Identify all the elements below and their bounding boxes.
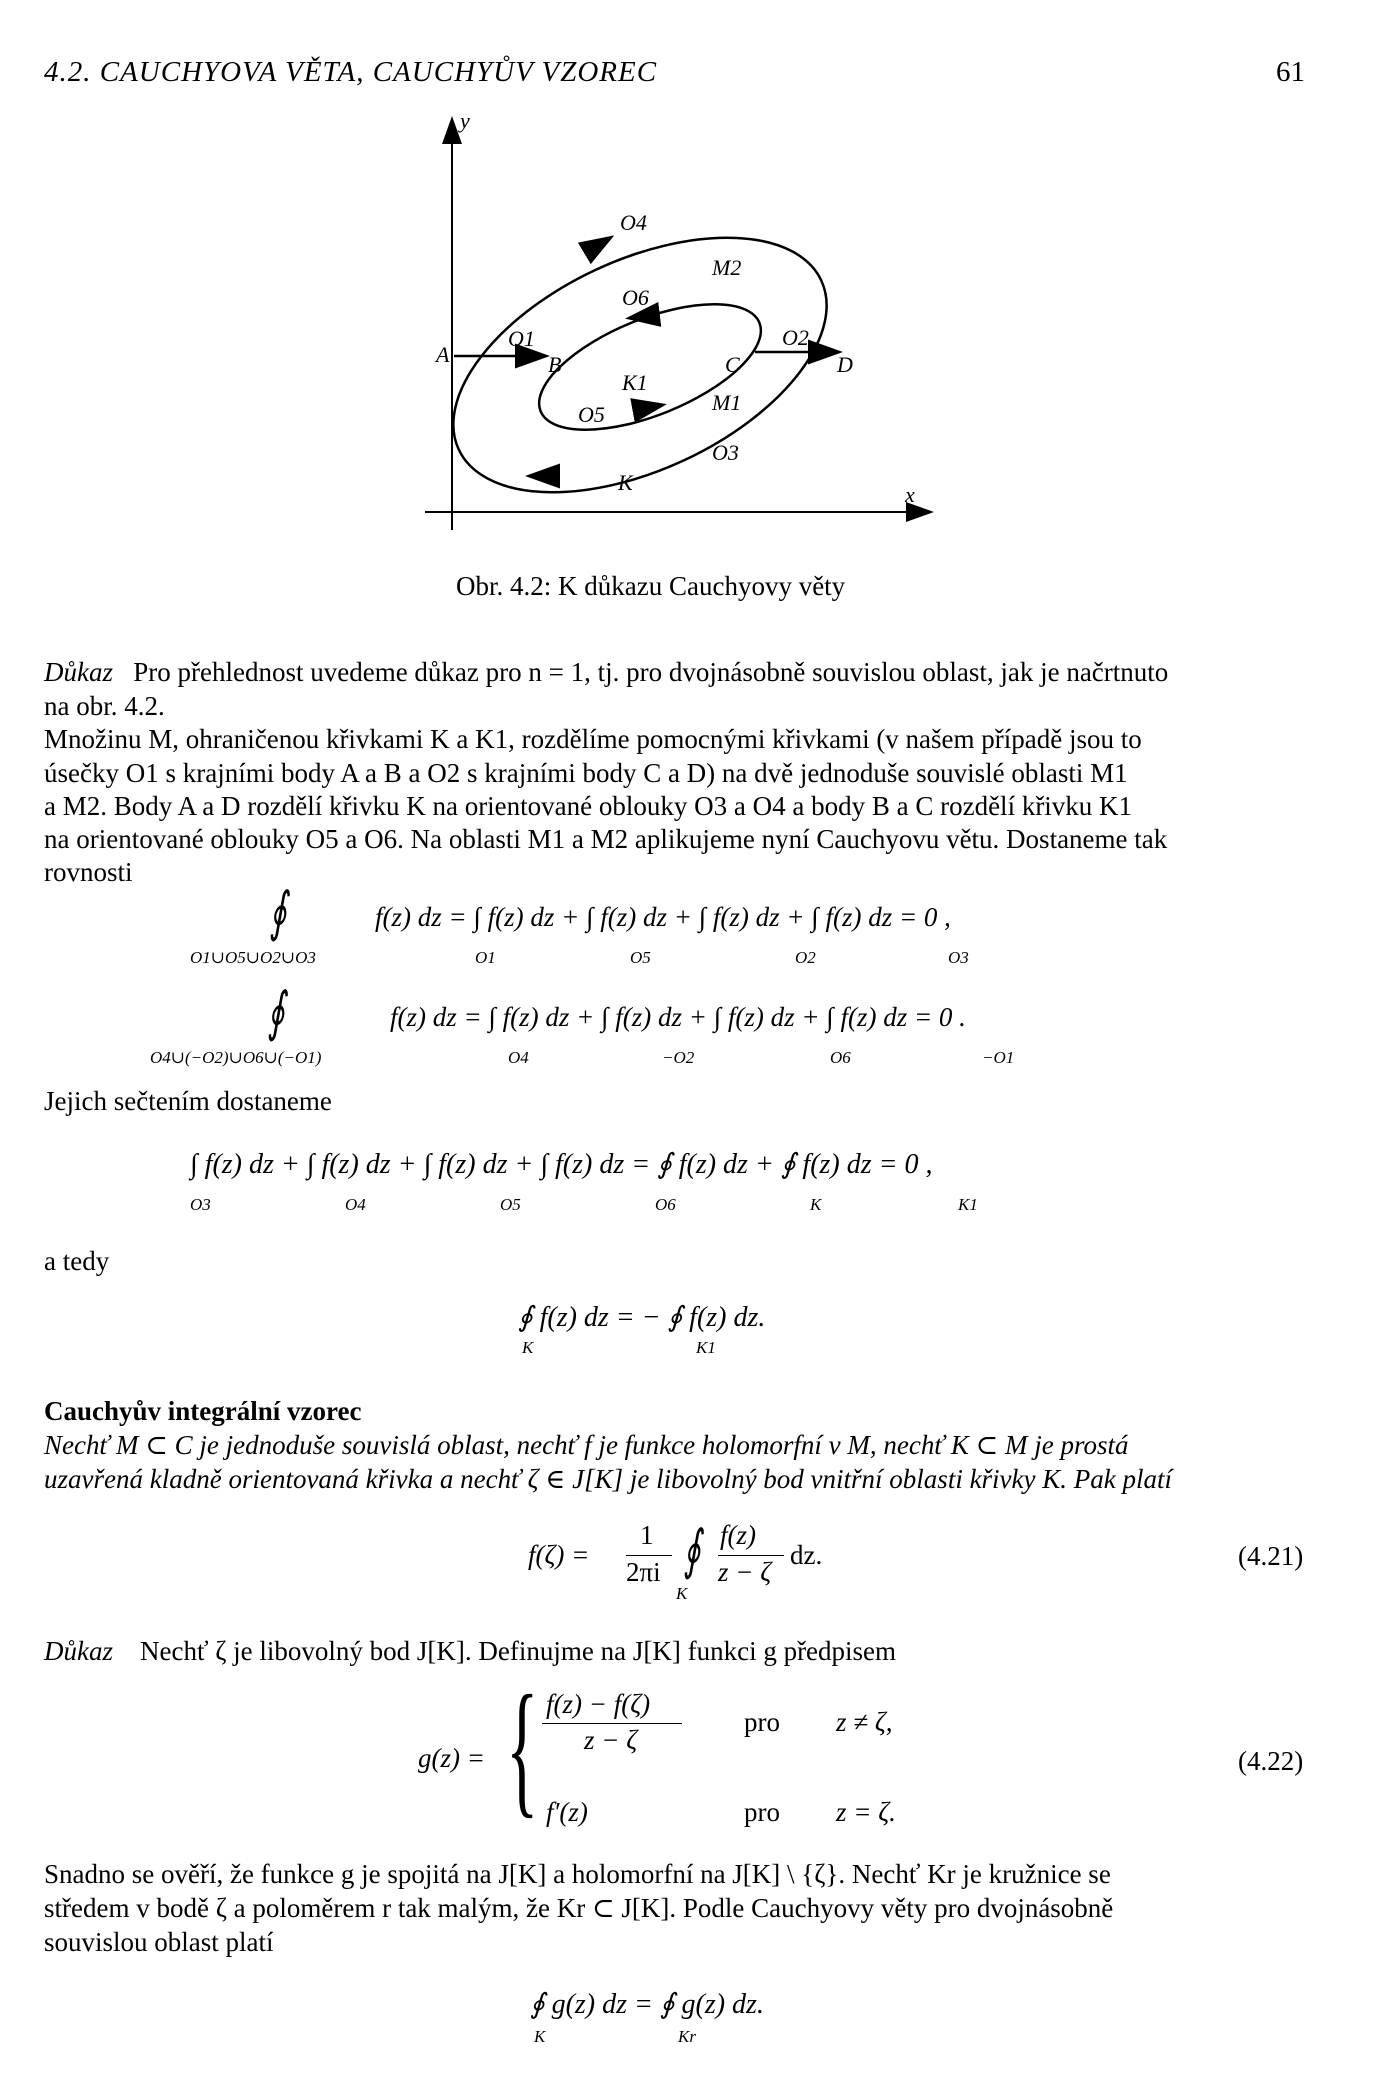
label-O6: O6 [622, 285, 649, 310]
f21-lhs: f(ζ) = [528, 1540, 590, 1570]
proof2-p-l1: Snadno se ověří, že funkce g je spojitá na J[K] a holomorfní na J[K] \ {ζ}. Nechť Kr je kružnice se [44, 1859, 1111, 1889]
header-title: 4.2. CAUCHYOVA VĚTA, CAUCHYŮV VZOREC [44, 56, 658, 88]
proof1-p2-l5: rovnosti [44, 857, 133, 887]
arrow-O4 [590, 238, 610, 250]
eq3-limit-2: O5 [500, 1195, 521, 1214]
f21-frac-bar [626, 1555, 672, 1556]
contour-integral-sign: ∮ [267, 982, 285, 1042]
f21-frac-den: 2πi [626, 1557, 661, 1587]
proof1-p2-l4: na orientované oblouky O5 a O6. Na oblasti M1 a M2 aplikujeme nyní Cauchyovu větu. Dostaneme tak [44, 824, 1168, 854]
eq1-limit-4: O3 [948, 948, 969, 967]
eq1-limit-0: O1∪O5∪O2∪O3 [190, 948, 316, 967]
final-eq-body: ∮ g(z) dz = ∮ g(z) dz. [530, 1989, 764, 2020]
theorem-line2: uzavřená kladně orientovaná křivka a nechť ζ ∈ J[K] je libovolný bod vnitřní oblasti křivky K. Pak platí [44, 1464, 1173, 1494]
final-eq-limit-1: Kr [678, 2027, 696, 2046]
eq3-body: ∫ f(z) dz + ∫ f(z) dz + ∫ f(z) dz + ∫ f(z) dz = ∮ f(z) dz + ∮ f(z) dz = 0 , [190, 1149, 933, 1180]
eq2-limit-2: −O2 [662, 1048, 695, 1067]
label-x: x [905, 482, 915, 507]
equation-number-4-21: (4.21) [1238, 1541, 1304, 1571]
equation-2 [150, 980, 1250, 1070]
eq1-limit-2: O5 [630, 948, 651, 967]
label-M2: M2 [712, 255, 742, 280]
f21-frac-num: 1 [640, 1520, 654, 1550]
contour-integral-sign: ∮ [683, 1520, 701, 1580]
final-eq-limit-0: K [534, 2027, 546, 2046]
label-C: C [725, 352, 740, 377]
eq2-limit-4: −O1 [982, 1048, 1015, 1067]
label-B: B [548, 352, 562, 377]
f21-tail: dz. [790, 1540, 823, 1570]
case1-word: pro [744, 1707, 780, 1737]
figure-4-2 [400, 100, 960, 540]
arrow-O6 [630, 315, 655, 318]
theorem-line1: Nechť M ⊂ C je jednoduše souvislá oblast, nechť f je funkce holomorfní v M, nechť K ⊂ M je prostá [44, 1430, 1129, 1460]
case1-den: z − ζ [584, 1725, 638, 1755]
proof1-text2: na obr. 4.2. [44, 691, 165, 721]
f21-int-bar [718, 1555, 784, 1556]
label-K1: K1 [622, 370, 648, 395]
eq3-limit-5: K1 [958, 1195, 978, 1214]
eq1-limit-3: O2 [795, 948, 816, 967]
label-O5: O5 [578, 402, 605, 427]
proof-label: Důkaz [44, 657, 113, 687]
left-brace: { [506, 1665, 539, 1831]
equation-3 [190, 1125, 1240, 1215]
label-K: K [618, 470, 633, 495]
proof1-line1 [44, 656, 1336, 689]
proof2-line1 [44, 1635, 896, 1668]
eq2-limit-3: O6 [830, 1048, 851, 1067]
formula-4-22 [418, 1665, 958, 1835]
eq4-limit-1: K1 [696, 1338, 716, 1357]
equation-number-4-22: (4.22) [1238, 1746, 1304, 1776]
label-O1: O1 [508, 326, 535, 351]
page-number: 61 [1276, 56, 1305, 88]
equation-4 [518, 1280, 918, 1360]
arrow-O5 [635, 405, 662, 410]
f21-int-num: f(z) [720, 1520, 756, 1550]
proof1-p2-l3: a M2. Body A a D rozdělí křivku K na orientované oblouky O3 a O4 a body B a C rozdělí křivku K1 [44, 791, 1133, 821]
and-so: a tedy [44, 1246, 110, 1276]
case2-cond: z = ζ. [836, 1797, 896, 1827]
sum-intro: Jejich sečtením dostaneme [44, 1086, 332, 1116]
eq3-limit-0: O3 [190, 1195, 211, 1214]
label-D: D [837, 352, 853, 377]
case1-bar [542, 1723, 682, 1724]
eq2-limit-1: O4 [508, 1048, 529, 1067]
f21-int-den: z − ζ [718, 1557, 772, 1587]
figure-caption: Obr. 4.2: K důkazu Cauchyovy věty [456, 571, 846, 601]
g-lhs: g(z) = [418, 1743, 485, 1773]
outer-curve-K [414, 185, 865, 540]
case1-cond: z ≠ ζ, [836, 1707, 893, 1737]
label-y: y [460, 108, 470, 133]
label-O3: O3 [712, 440, 739, 465]
eq1-limit-1: O1 [475, 948, 496, 967]
proof-label: Důkaz [44, 1636, 113, 1666]
eq4-body: ∮ f(z) dz = − ∮ f(z) dz. [518, 1302, 766, 1333]
case2-expr: f′(z) [546, 1797, 588, 1827]
proof1-p2-l2: úsečky O1 s krajními body A a B a O2 s krajními body C a D) na dvě jednoduše souvislé oblasti M1 [44, 758, 1128, 788]
proof1-p2-l1: Množinu M, ohraničenou křivkami K a K1, rozdělíme pomocnými křivkami (v našem případě jsou to [44, 724, 1142, 754]
eq1-body: f(z) dz = ∫ f(z) dz + ∫ f(z) dz + ∫ f(z) dz + ∫ f(z) dz = 0 , [375, 902, 951, 932]
eq2-body: f(z) dz = ∫ f(z) dz + ∫ f(z) dz + ∫ f(z) dz + ∫ f(z) dz = 0 . [390, 1002, 966, 1032]
eq3-limit-4: K [810, 1195, 822, 1214]
case1-num: f(z) − f(ζ) [546, 1689, 651, 1719]
final-equation [530, 1965, 930, 2055]
contour-integral-sign: ∮ [269, 882, 287, 942]
formula-4-21 [528, 1510, 828, 1603]
proof1-text1: Pro přehlednost uvedeme důkaz pro n = 1, tj. pro dvojnásobně souvislou oblast, jak je načrtnuto [133, 657, 1169, 687]
f21-limit: K [676, 1584, 688, 1603]
label-O4: O4 [620, 210, 647, 235]
running-header [44, 56, 657, 89]
proof2-p-l3: souvislou oblast platí [44, 1927, 274, 1957]
theorem-title: Cauchyův integrální vzorec [44, 1396, 362, 1426]
case2-word: pro [744, 1797, 780, 1827]
label-O2: O2 [782, 325, 809, 350]
eq3-limit-1: O4 [345, 1195, 366, 1214]
label-M1: M1 [712, 390, 742, 415]
label-A: A [436, 342, 450, 367]
eq2-limit-0: O4∪(−O2)∪O6∪(−O1) [150, 1048, 322, 1067]
equation-1 [190, 880, 1240, 970]
eq4-limit-0: K [522, 1338, 534, 1357]
proof2-p-l2: středem v bodě ζ a poloměrem r tak malým, že Kr ⊂ J[K]. Podle Cauchyovy věty pro dvojnásobně [44, 1893, 1114, 1923]
proof2-text: Nechť ζ je libovolný bod J[K]. Definujme na J[K] funkci g předpisem [140, 1636, 897, 1666]
eq3-limit-3: O6 [655, 1195, 676, 1214]
